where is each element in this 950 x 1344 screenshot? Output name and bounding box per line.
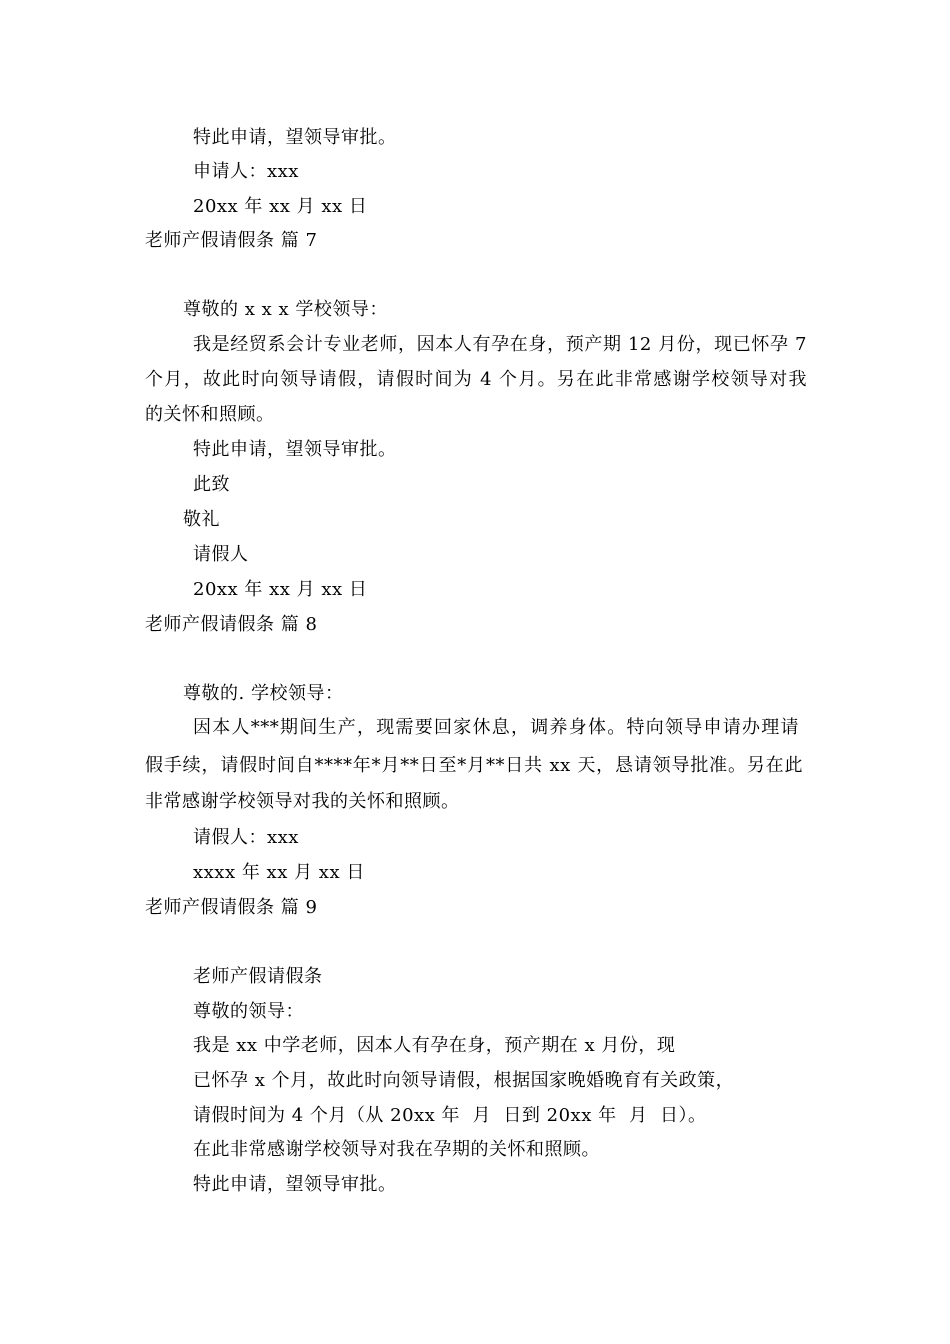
body-paragraph-line: 我是经贸系会计专业老师，因本人有孕在身，预产期 12 月份，现已怀孕 7 [193, 334, 807, 355]
body-paragraph-line: 的关怀和照顾。 [145, 404, 275, 425]
letter-title: 老师产假请假条 [193, 966, 323, 987]
body-paragraph-line: 请假时间为 4 个月（从 20xx 年 月 日到 20xx 年 月 日）。 [193, 1105, 707, 1126]
section-heading-7: 老师产假请假条 篇 7 [145, 230, 318, 251]
date-line: xxxx 年 xx 月 xx 日 [193, 862, 365, 883]
date-line: 20xx 年 xx 月 xx 日 [193, 196, 368, 217]
body-paragraph-line: 个月，故此时向领导请假，请假时间为 4 个月。另在此非常感谢学校领导对我 [145, 369, 807, 390]
applicant-line: 申请人：xxx [193, 161, 299, 182]
salutation-line: 尊敬的领导： [193, 1001, 304, 1022]
closing-li-line: 敬礼 [183, 509, 220, 530]
applicant-line: 请假人 [193, 544, 249, 565]
closing-request-line: 特此申请，望领导审批。 [193, 439, 397, 460]
section-heading-9: 老师产假请假条 篇 9 [145, 897, 318, 918]
body-paragraph-line: 已怀孕 x 个月，故此时向领导请假，根据国家晚婚晚育有关政策， [193, 1070, 735, 1091]
section-heading-8: 老师产假请假条 篇 8 [145, 614, 318, 635]
date-line: 20xx 年 xx 月 xx 日 [193, 579, 368, 600]
closing-zhi-line: 此致 [193, 474, 230, 495]
applicant-line: 请假人：xxx [193, 827, 299, 848]
salutation-line: 尊敬的. 学校领导： [183, 683, 344, 704]
salutation-line: 尊敬的 x x x 学校领导： [183, 299, 388, 320]
closing-request-line: 特此申请，望领导审批。 [193, 127, 397, 148]
body-paragraph-line: 非常感谢学校领导对我的关怀和照顾。 [145, 791, 460, 812]
body-paragraph-line: 我是 xx 中学老师，因本人有孕在身，预产期在 x 月份，现 [193, 1035, 676, 1056]
body-paragraph-line: 因本人***期间生产，现需要回家休息，调养身体。特向领导申请办理请 [193, 717, 799, 738]
body-paragraph-line: 在此非常感谢学校领导对我在孕期的关怀和照顾。 [193, 1139, 600, 1160]
closing-request-line: 特此申请，望领导审批。 [193, 1174, 397, 1195]
body-paragraph-line: 假手续，请假时间自****年*月**日至*月**日共 xx 天，恳请领导批准。另在此 [145, 755, 803, 776]
